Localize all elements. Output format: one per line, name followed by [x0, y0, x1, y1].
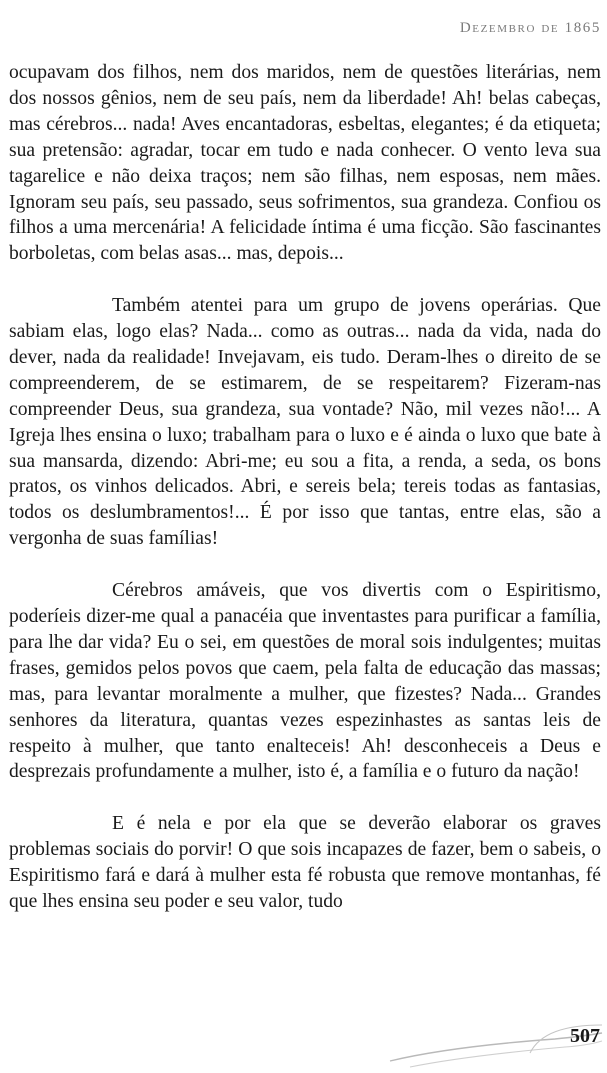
body-text [9, 60, 601, 941]
running-head: Dezembro de 1865 [459, 20, 601, 36]
paragraph-3: Cérebros amáveis, que vos divertis com o Espiritismo, poderíeis dizer-me qual a panacéia que inventastes para purificar a família, para lhe dar vida? Eu o sei, em questões de moral sois indulgentes; muitas frases, gemidos pelos povos que caem, pela falta de educação das massas; mas, para levantar moralmente a mulher, que fizestes? Nada... Grandes senhores da literatura, quantas vezes espezinhastes as santas leis de respeito à mulher, que tanto enalteceis! Ah! desconheceis a Deus e desprezais profundamente a mulher, isto é, a família e o futuro da nação! [9, 580, 601, 783]
paragraph-1: ocupavam dos filhos, nem dos maridos, nem de questões literárias, nem dos nossos gênios, nem de seu país, nem da liberdade! Ah! belas cabeças, mas cérebros... nada! Aves encantadoras, esbeltas, elegantes; é da etiqueta; sua pretensão: agradar, tocar em tudo e nada conhecer. O vento leva sua tagarelice e não deixa traços; nem são filhas, nem esposas, nem mães. Ignoram seu país, seu passado, seus sofrimentos, sua grandeza. Confiou os filhos a uma mercenária! A felicidade íntima é uma ficção. São fascinantes borboletas, com belas asas... mas, depois... [9, 62, 601, 265]
page-footer [0, 1013, 607, 1073]
paragraph-2: Também atentei para um grupo de jovens operárias. Que sabiam elas, logo elas? Nada... como as outras... nada da vida, nada do dever, nada da realidade! Invejavam, eis tudo. Deram-lhes o direito de se compreenderem, de se estimarem, de se respeitarem? Fizeram-nas compreender Deus, sua grandeza, sua vontade? Não, mil vezes não!... A Igreja lhes ensina o luxo; trabalham para o luxo e é ainda o luxo que bate à sua mansarda, dizendo: Abri-me; eu sou a fita, a renda, a seda, os bons pratos, os vinhos delicados. Abri, e sereis bela; tereis todas as fantasias, todos os deslumbramentos!... É por isso que tantas, entre elas, são a vergonha de suas famílias! [9, 295, 601, 550]
page-number: 507 [570, 1025, 600, 1047]
paragraph-4: E é nela e por ela que se deverão elaborar os graves problemas sociais do porvir! O que sois incapazes de fazer, bem o sabeis, o Espiritismo fará e dará à mulher esta fé robusta que remove montanhas, fé que lhes ensina seu poder e seu valor, tudo [9, 813, 601, 912]
